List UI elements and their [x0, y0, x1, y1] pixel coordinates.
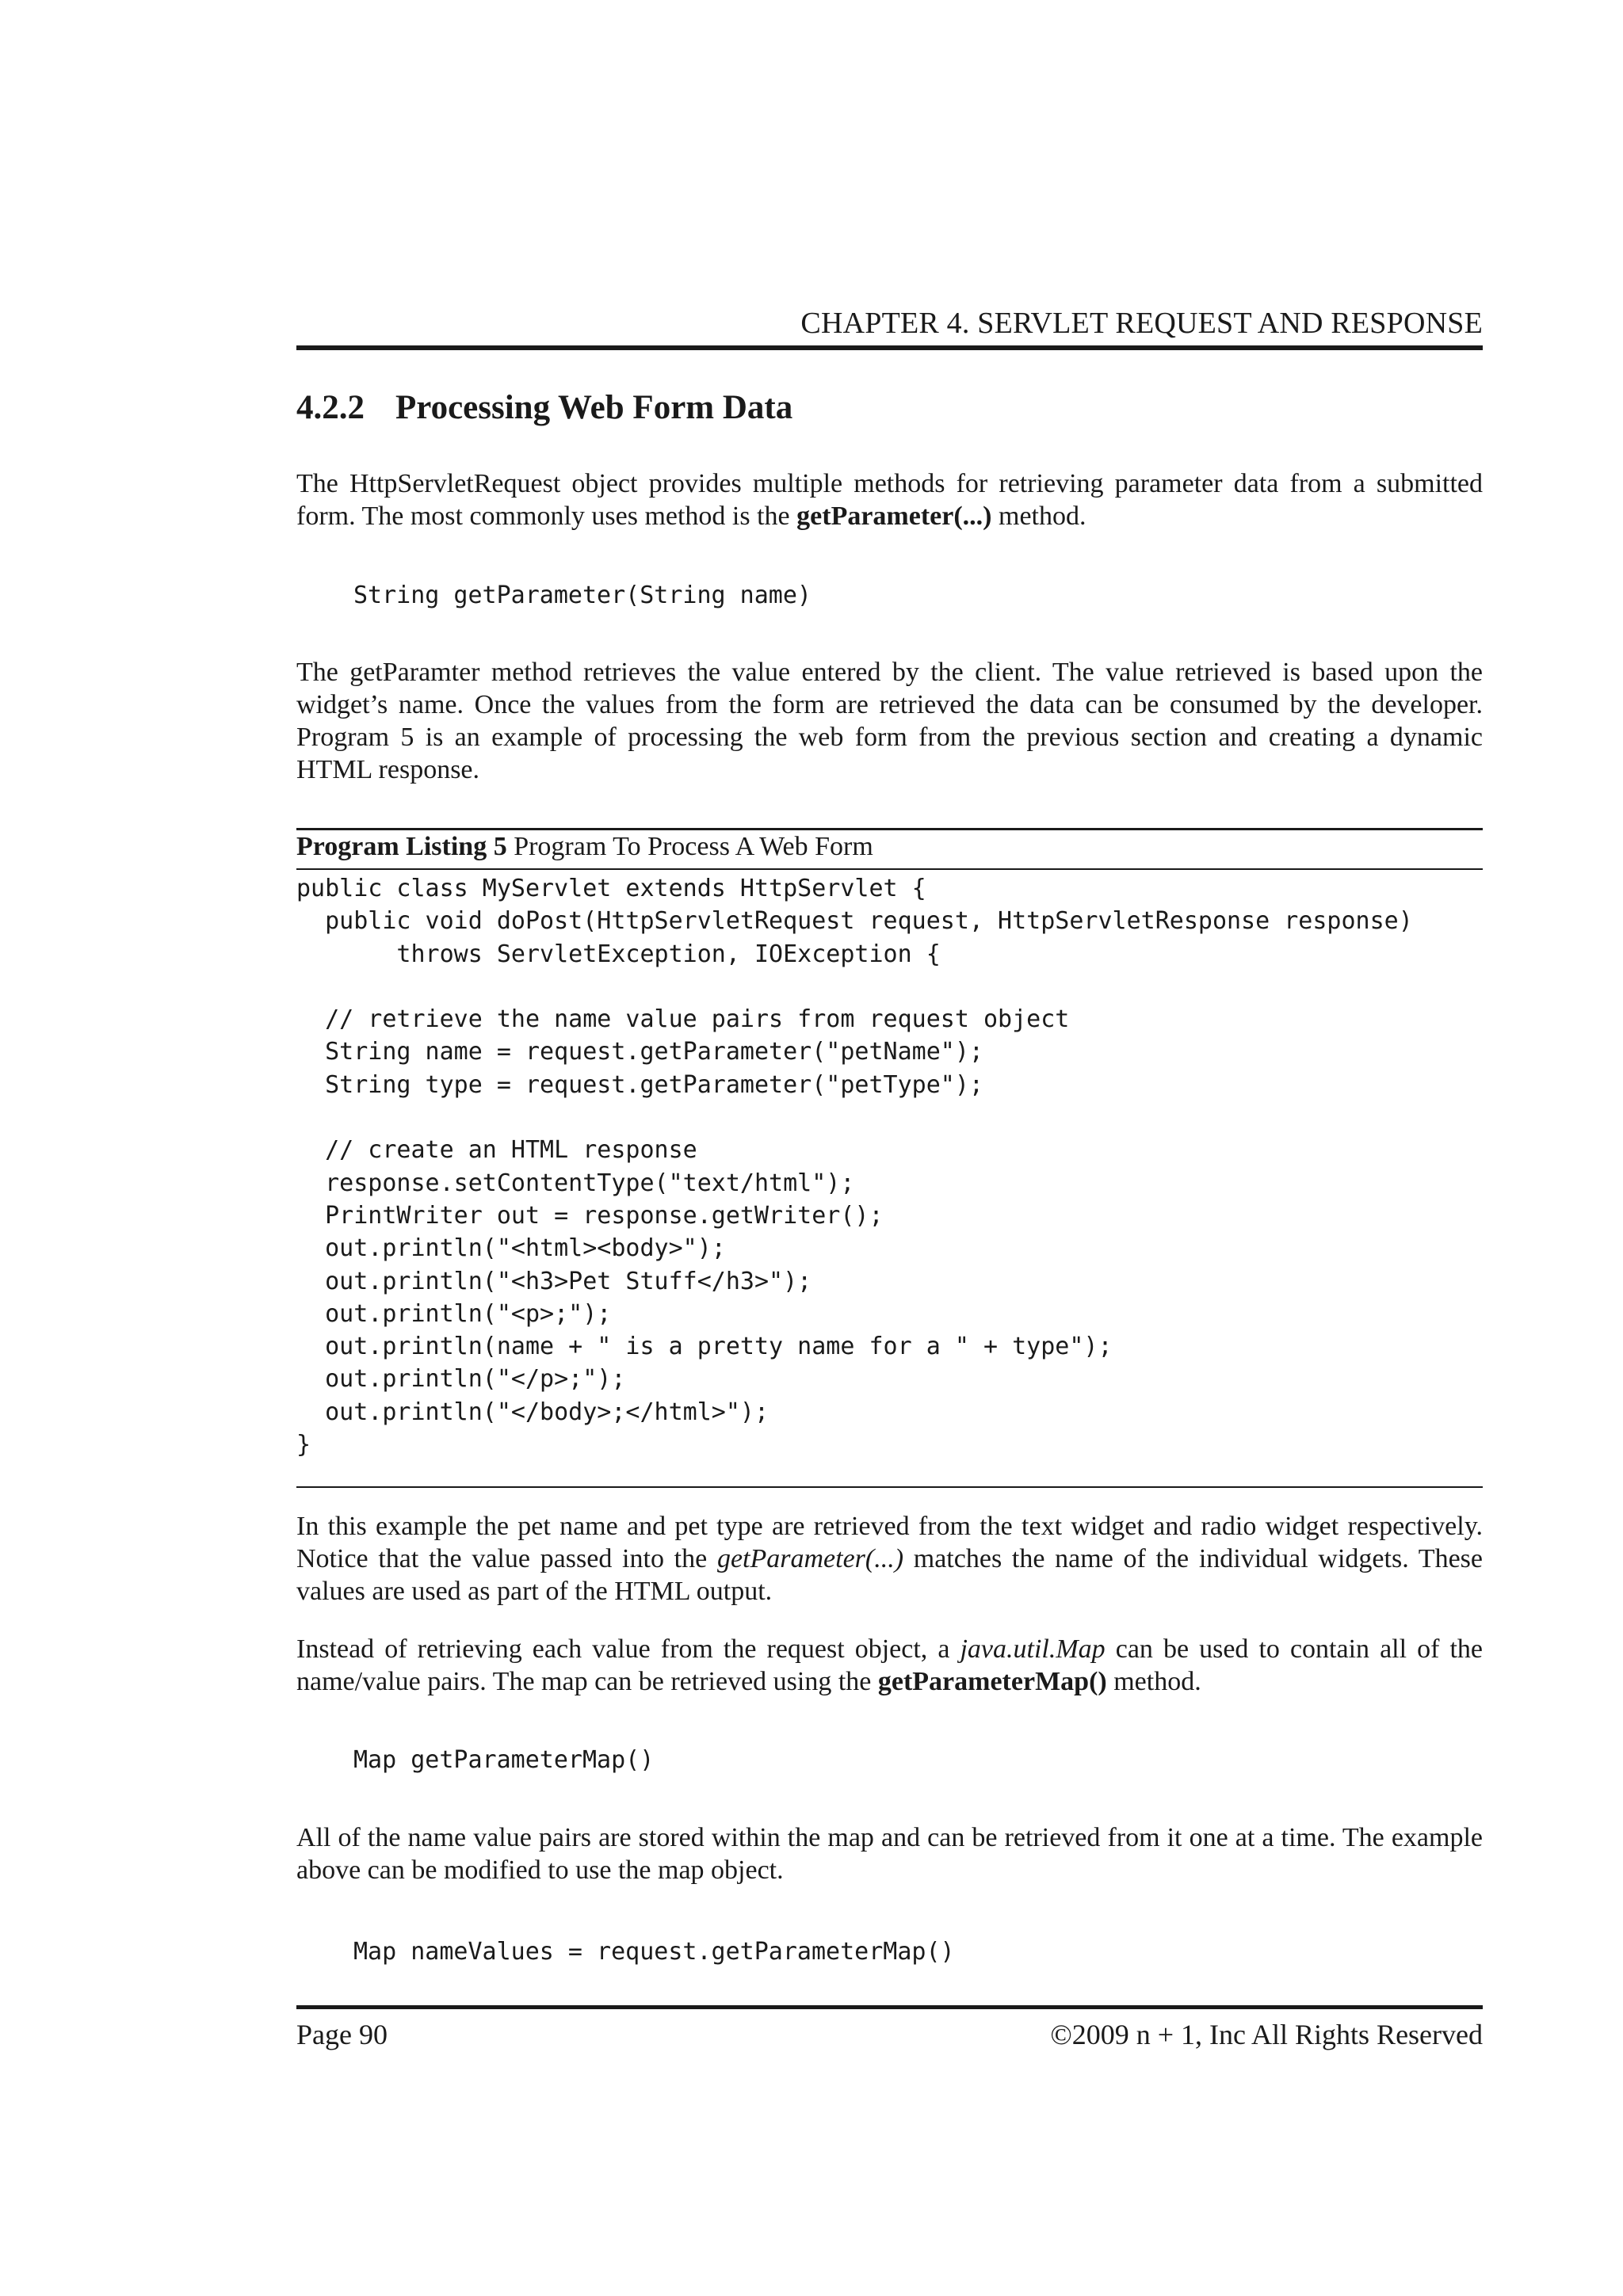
intro-text-end: method.: [991, 502, 1086, 531]
map-usage-paragraph: All of the name value pairs are stored within the map and can be retrieved from it one at a time. The example above can be modified to use the map object.: [296, 1823, 1483, 1885]
getparametermap-signature: Map getParameterMap(): [353, 1746, 655, 1774]
copyright-notice: ©2009 n + 1, Inc All Rights Reserved: [1050, 2019, 1483, 2050]
java-util-map-term: java.util.Map: [960, 1634, 1106, 1664]
getparameter-italic: getParameter(...): [716, 1544, 904, 1573]
listing-top-rule: [296, 828, 1483, 830]
map-text-end: method.: [1106, 1667, 1201, 1696]
map-paragraph: [296, 1633, 1483, 1698]
map-example-code: Map nameValues = request.getParameterMap(): [353, 1938, 955, 1966]
page-number: Page 90: [296, 2019, 388, 2050]
program-listing-code: public class MyServlet extends HttpServlet { public void doPost(HttpServletRequest request, HttpServletResponse response) throws ServletException, IOException { // retrieve the name value pairs from request object String name = request.getParameter("petName"); String type = request.getParameter("petType"); // create an HTML response response.setContentType("text/html"); PrintWriter out = response.getWriter(); out.println("<html><body>"); out.println("<h3>Pet Stuff</h3>"); out.println("<p>;"); out.println(name + " is a pretty name for a " + type"); out.println("</p>;"); out.println("</body>;</html>"); }: [296, 875, 1413, 1459]
running-head: CHAPTER 4. SERVLET REQUEST AND RESPONSE: [800, 307, 1483, 340]
example-text-end: matches the name of the individual widgets. These values are used as part of the HTML output.: [296, 1544, 1483, 1606]
example-paragraph: [296, 1510, 1483, 1608]
header-rule: [296, 345, 1483, 350]
example-text: In this example the pet name and pet type are retrieved from the text widget and radio widget respectively. Notice that the value passed into the: [296, 1512, 1483, 1573]
getparameter-signature: String getParameter(String name): [353, 582, 812, 609]
listing-label: Program Listing 5: [296, 832, 507, 861]
section-heading: [296, 388, 792, 427]
listing-bottom-rule: [296, 1486, 1483, 1488]
listing-title: Program To Process A Web Form: [506, 832, 873, 861]
explanation-paragraph: The getParamter method retrieves the value entered by the client. The value retrieved is based upon the widget’s name. Once the values from the form are retrieved the data can be consumed by the developer. Program 5 is an example of processing the web form from the previous section and creating a dynamic HTML response.: [296, 658, 1483, 784]
footer-rule: [296, 2005, 1483, 2009]
listing-caption-rule: [296, 868, 1483, 870]
section-title: Processing Web Form Data: [395, 389, 793, 426]
section-number: 4.2.2: [296, 389, 365, 426]
intro-paragraph: [296, 467, 1483, 532]
getparameter-term: getParameter(...): [796, 502, 992, 531]
map-text: Instead of retrieving each value from the request object, a: [296, 1634, 960, 1664]
document-page: [296, 0, 1483, 2296]
intro-text: The HttpServletRequest object provides multiple methods for retrieving parameter data from a submitted form. The most commonly uses method is the: [296, 469, 1483, 531]
getparametermap-term: getParameterMap(): [877, 1667, 1107, 1696]
listing-caption: [296, 832, 873, 862]
map-text-middle: can be used to contain all of the name/value pairs. The map can be retrieved using the: [296, 1634, 1483, 1696]
